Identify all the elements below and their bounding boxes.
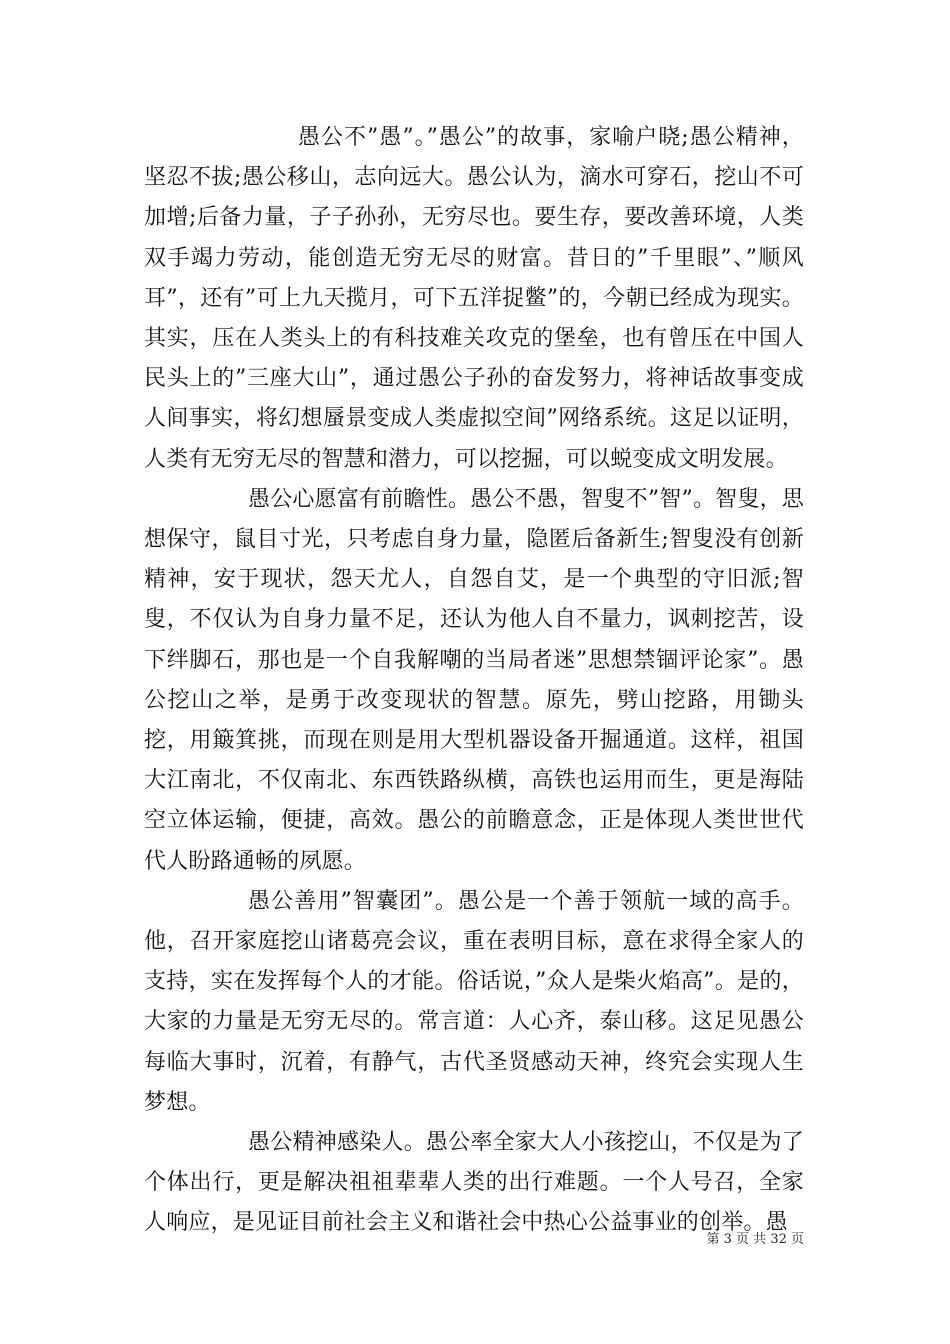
paragraph-4: 愚公精神感染人。愚公率全家大人小孩挖山，不仅是为了个体出行，更是解决祖祖辈辈人类的出行难题。一个人号召，全家人响应，是见证目前社会主义和谐社会中热心公益事业的创举。愚 <box>144 1130 804 1236</box>
body-text <box>144 118 804 1244</box>
paragraph-3: 愚公善用”智囊团”。愚公是一个善于领航一域的高手。他，召开家庭挖山诸葛亮会议，重在表明目标，意在求得全家人的支持，实在发挥每个人的才能。俗话说，”众人是柴火焰高”。是的，大家的力量是无穷无尽的。常言道：人心齐，泰山移。这足见愚公每临大事时，沉着，有静气，古代圣贤感动天神，终究会实现人生梦想。 <box>144 888 804 1115</box>
paragraph-1: 愚公不”愚”。”愚公”的故事，家喻户晓;愚公精神，坚忍不拔;愚公移山，志向远大。愚公认为，滴水可穿石，挖山不可加增;后备力量，子子孙孙，无穷尽也。要生存，要改善环境，人类双手竭力劳动，能创造无穷无尽的财富。昔日的”千里眼”、”顺风耳”，还有”可上九天揽月，可下五洋捉鳖”的，今朝已经成为现实。其实，压在人类头上的有科技难关攻克的堡垒，也有曾压在中国人民头上的”三座大山”，通过愚公子孙的奋发努力，将神话故事变成人间事实，将幻想蜃景变成人类虚拟空间”网络系统。这足以证明，人类有无穷无尽的智慧和潜力，可以挖掘，可以蜕变成文明发展。 <box>144 125 804 472</box>
paragraph-2: 愚公心愿富有前瞻性。愚公不愚，智叟不”智”。智叟，思想保守，鼠目寸光，只考虑自身力量，隐匿后备新生;智叟没有创新精神，安于现状，怨天尤人，自怨自艾，是一个典型的守旧派;智叟，不仅认为自身力量不足，还认为他人自不量力，讽刺挖苦，设下绊脚石，那也是一个自我解嘲的当局者迷”思想禁锢评论家”。愚公挖山之举，是勇于改变现状的智慧。原先，劈山挖路，用锄头挖，用簸箕挑，而现在则是用大型机器设备开掘通道。这样，祖国大江南北，不仅南北、东西铁路纵横，高铁也运用而生，更是海陆空立体运输，便捷，高效。愚公的前瞻意念，正是体现人类世世代代人盼路通畅的夙愿。 <box>144 486 804 874</box>
page-number-footer: 第 3 页 共 32 页 <box>706 1232 804 1247</box>
